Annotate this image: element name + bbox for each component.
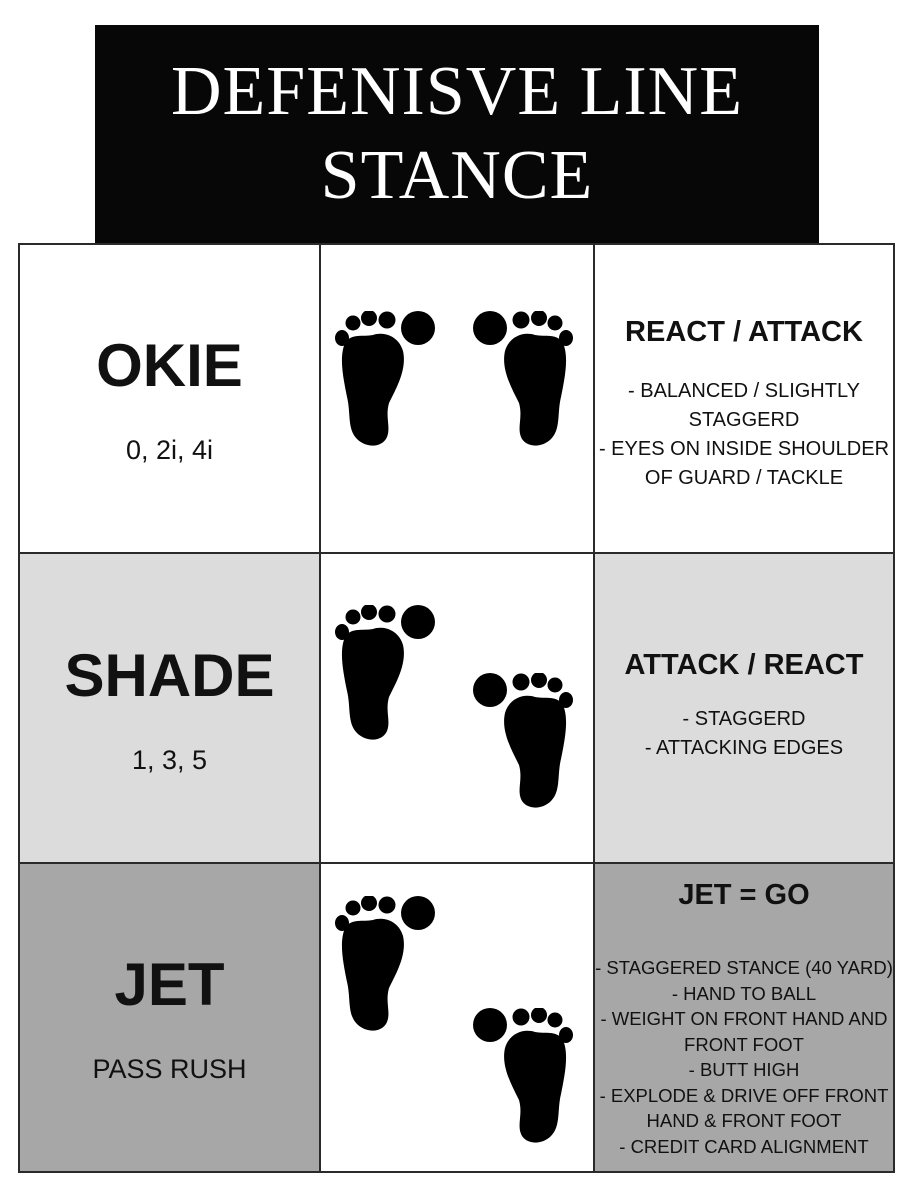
stance-techniques: 1, 3, 5 [131,744,208,775]
point-line: - WEIGHT ON FRONT HAND AND [600,1008,888,1029]
title-line-2: STANCE [320,137,594,214]
right-footprint-icon [465,1008,575,1153]
stance-points [595,955,893,1159]
jet-feet-cell [319,862,595,1173]
left-footprint-icon [333,896,443,1041]
stance-techniques: 0, 2i, 4i [125,435,214,465]
point-line: FRONT FOOT [684,1033,804,1055]
point-line: - CREDIT CARD ALIGNMENT [619,1135,869,1157]
okie-feet-cell [319,243,595,554]
stance-name: OKIE [96,332,243,399]
point-line: - HAND TO BALL [671,982,817,1004]
left-footprint-icon [333,605,443,750]
stance-name: SHADE [64,641,275,709]
right-footprint-icon [465,311,575,456]
stance-heading: ATTACK / REACT [624,649,864,681]
point-line: STAGGERD [688,409,800,431]
point-line: - BUTT HIGH [688,1059,800,1080]
shade-feet-cell [319,552,595,864]
jet-description-cell [593,862,895,1173]
point-line: - STAGGERD [682,708,806,730]
stance-name: JET [114,951,225,1018]
shade-name-cell [18,552,321,864]
stance-points [645,705,843,763]
stance-heading: JET = GO [678,879,810,911]
title-line-1: DEFENISVE LINE [171,53,743,130]
point-line: - STAGGERED STANCE (40 YARD) [595,957,893,978]
point-line: - EYES ON INSIDE SHOULDER [598,438,890,460]
point-line: OF GUARD / TACKLE [644,467,844,489]
right-footprint-icon [465,673,575,818]
okie-name-cell [18,243,321,554]
point-line: - BALANCED / SLIGHTLY [628,380,860,402]
left-footprint-icon [333,311,443,456]
okie-description-cell [593,243,895,554]
stance-points [599,377,889,493]
point-line: - EXPLODE & DRIVE OFF FRONT [599,1084,889,1106]
title-banner [95,25,819,243]
stance-heading: REACT / ATTACK [625,316,863,348]
jet-name-cell [18,862,321,1173]
point-line: - ATTACKING EDGES [644,737,844,759]
point-line: HAND & FRONT FOOT [646,1110,842,1131]
stance-techniques: PASS RUSH [92,1054,247,1084]
shade-description-cell [593,552,895,864]
